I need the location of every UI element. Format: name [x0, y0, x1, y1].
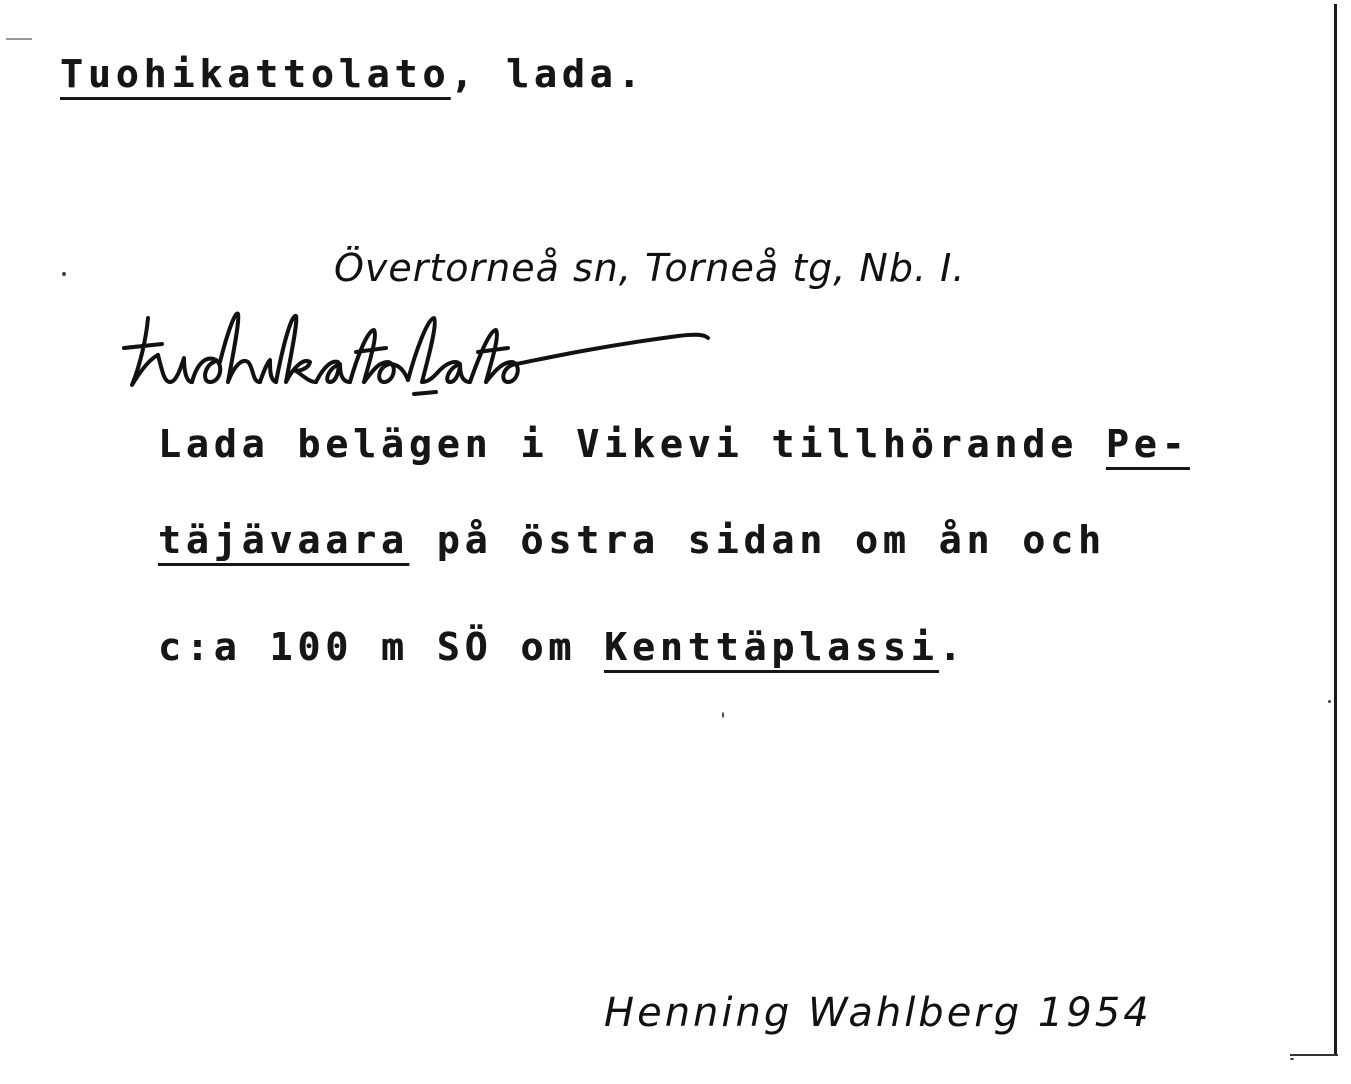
card-edge-bottom: [1290, 1054, 1338, 1056]
speck: [1328, 700, 1331, 703]
speck: [1290, 1058, 1294, 1060]
corner-mark: [6, 38, 32, 40]
place-name: Kenttäplassi: [604, 625, 939, 669]
handwritten-word: [118, 300, 718, 410]
body-line-3: [158, 625, 967, 669]
body-line-3-mid: om: [492, 625, 605, 669]
body-line-1: [158, 422, 1190, 466]
heading-word: Tuohikattolato: [60, 52, 451, 96]
speck: [62, 272, 66, 276]
body-line-3-end: .: [938, 625, 967, 669]
card-heading: [60, 52, 645, 96]
owner-name-part-2: täjävaara: [158, 518, 409, 562]
card-edge-right: [1334, 4, 1337, 1056]
signature: Henning Wahlberg 1954: [604, 990, 1152, 1036]
body-line-1-text: Lada belägen i Vikevi tillhörande: [158, 422, 1106, 466]
body-line-3-prefix: c:a 100 m: [158, 625, 437, 669]
speck: [722, 712, 724, 718]
location-stamp: Övertorneå sn, Torneå tg, Nb. I.: [334, 246, 966, 290]
body-line-2: [158, 518, 1106, 562]
direction-abbrev: SÖ: [436, 625, 493, 669]
heading-rest: , lada.: [450, 52, 646, 96]
owner-name-part-1: Pe-: [1105, 422, 1190, 466]
body-line-2-text: på östra sidan om ån och: [408, 518, 1106, 562]
